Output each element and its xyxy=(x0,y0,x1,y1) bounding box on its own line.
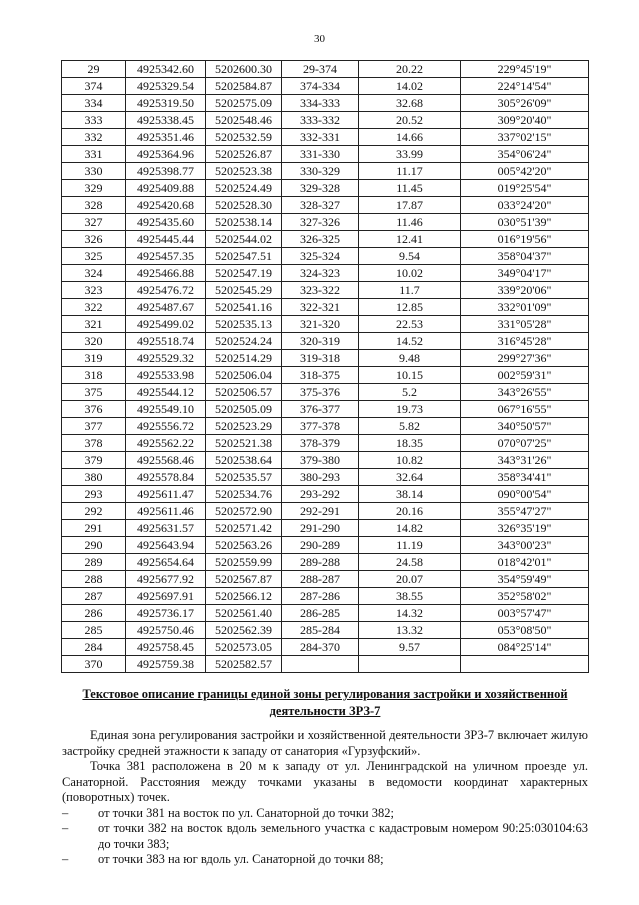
cell-segment: 293-292 xyxy=(282,486,359,503)
cell-y-coordinate: 5202547.51 xyxy=(206,248,282,265)
cell-distance: 11.46 xyxy=(359,214,461,231)
cell-distance: 24.58 xyxy=(359,554,461,571)
cell-segment: 318-375 xyxy=(282,367,359,384)
cell-x-coordinate: 4925338.45 xyxy=(126,112,206,129)
cell-y-coordinate: 5202528.30 xyxy=(206,197,282,214)
cell-x-coordinate: 4925445.44 xyxy=(126,231,206,248)
table-row xyxy=(62,350,589,367)
cell-distance xyxy=(359,656,461,673)
table-row xyxy=(62,282,589,299)
cell-bearing: 352°58'02" xyxy=(461,588,589,605)
cell-distance: 14.52 xyxy=(359,333,461,350)
cell-distance: 13.32 xyxy=(359,622,461,639)
cell-segment: 322-321 xyxy=(282,299,359,316)
cell-x-coordinate: 4925420.68 xyxy=(126,197,206,214)
cell-point-number: 375 xyxy=(62,384,126,401)
cell-distance: 5.2 xyxy=(359,384,461,401)
cell-x-coordinate: 4925578.84 xyxy=(126,469,206,486)
cell-x-coordinate: 4925533.98 xyxy=(126,367,206,384)
cell-x-coordinate: 4925750.46 xyxy=(126,622,206,639)
cell-point-number: 330 xyxy=(62,163,126,180)
table-row xyxy=(62,520,589,537)
cell-segment: 379-380 xyxy=(282,452,359,469)
cell-bearing: 343°00'23" xyxy=(461,537,589,554)
table-row xyxy=(62,384,589,401)
cell-bearing: 331°05'28" xyxy=(461,316,589,333)
table-row xyxy=(62,503,589,520)
cell-segment: 375-376 xyxy=(282,384,359,401)
cell-point-number: 374 xyxy=(62,78,126,95)
cell-point-number: 287 xyxy=(62,588,126,605)
table-row xyxy=(62,605,589,622)
table-row xyxy=(62,248,589,265)
cell-distance: 17.87 xyxy=(359,197,461,214)
cell-x-coordinate: 4925409.88 xyxy=(126,180,206,197)
cell-segment: 29-374 xyxy=(282,61,359,78)
cell-y-coordinate: 5202538.64 xyxy=(206,452,282,469)
cell-distance: 18.35 xyxy=(359,435,461,452)
cell-distance: 9.54 xyxy=(359,248,461,265)
list-item-text: от точки 382 на восток вдоль земельного участка с кадастровым номером 90:25:030104:63 до точки 383; xyxy=(98,821,588,851)
table-row xyxy=(62,299,589,316)
list-item-text: от точки 381 на восток по ул. Санаторной до точки 382; xyxy=(98,805,394,820)
cell-y-coordinate: 5202562.39 xyxy=(206,622,282,639)
cell-y-coordinate: 5202544.02 xyxy=(206,231,282,248)
cell-x-coordinate: 4925329.54 xyxy=(126,78,206,95)
cell-bearing: 326°35'19" xyxy=(461,520,589,537)
cell-point-number: 377 xyxy=(62,418,126,435)
cell-point-number: 329 xyxy=(62,180,126,197)
table-row xyxy=(62,231,589,248)
cell-x-coordinate: 4925529.32 xyxy=(126,350,206,367)
cell-bearing: 090°00'54" xyxy=(461,486,589,503)
cell-bearing: 019°25'54" xyxy=(461,180,589,197)
list-item-text: от точки 383 на юг вдоль ул. Санаторной до точки 88; xyxy=(98,852,384,866)
table-row xyxy=(62,214,589,231)
cell-y-coordinate: 5202573.05 xyxy=(206,639,282,656)
location-paragraph: Точка 381 расположена в 20 м к западу от ул. Ленинградской на уличном проезде ул. Санаторной. Расстояния между точками указаны в ведомости координат характерных (поворотных) точек. xyxy=(62,759,588,804)
cell-distance: 19.73 xyxy=(359,401,461,418)
cell-segment: 290-289 xyxy=(282,537,359,554)
cell-x-coordinate: 4925736.17 xyxy=(126,605,206,622)
table-row xyxy=(62,486,589,503)
cell-segment: 330-329 xyxy=(282,163,359,180)
list-item xyxy=(62,806,588,822)
cell-point-number: 29 xyxy=(62,61,126,78)
cell-segment: 378-379 xyxy=(282,435,359,452)
cell-distance: 10.02 xyxy=(359,265,461,282)
coordinates-table xyxy=(61,60,589,673)
cell-bearing: 033°24'20" xyxy=(461,197,589,214)
cell-x-coordinate: 4925487.67 xyxy=(126,299,206,316)
cell-x-coordinate: 4925677.92 xyxy=(126,571,206,588)
cell-point-number: 288 xyxy=(62,571,126,588)
cell-segment: 324-323 xyxy=(282,265,359,282)
cell-segment: 321-320 xyxy=(282,316,359,333)
table-row xyxy=(62,571,589,588)
cell-segment: 332-331 xyxy=(282,129,359,146)
cell-distance: 11.17 xyxy=(359,163,461,180)
table-row xyxy=(62,537,589,554)
cell-distance: 10.15 xyxy=(359,367,461,384)
cell-point-number: 320 xyxy=(62,333,126,350)
table-row xyxy=(62,197,589,214)
table-row xyxy=(62,61,589,78)
cell-point-number: 378 xyxy=(62,435,126,452)
table-row xyxy=(62,588,589,605)
cell-distance: 22.53 xyxy=(359,316,461,333)
cell-x-coordinate: 4925364.96 xyxy=(126,146,206,163)
cell-bearing: 299°27'36" xyxy=(461,350,589,367)
cell-bearing: 337°02'15" xyxy=(461,129,589,146)
cell-distance: 20.52 xyxy=(359,112,461,129)
cell-bearing: 016°19'56" xyxy=(461,231,589,248)
cell-x-coordinate: 4925435.60 xyxy=(126,214,206,231)
cell-point-number: 322 xyxy=(62,299,126,316)
table-row xyxy=(62,129,589,146)
cell-bearing: 354°59'49" xyxy=(461,571,589,588)
cell-distance: 11.45 xyxy=(359,180,461,197)
cell-bearing: 084°25'14" xyxy=(461,639,589,656)
cell-distance: 38.55 xyxy=(359,588,461,605)
cell-distance: 9.57 xyxy=(359,639,461,656)
cell-distance: 33.99 xyxy=(359,146,461,163)
cell-bearing: 309°20'40" xyxy=(461,112,589,129)
table-row xyxy=(62,435,589,452)
cell-segment: 326-325 xyxy=(282,231,359,248)
cell-segment: 333-332 xyxy=(282,112,359,129)
cell-y-coordinate: 5202584.87 xyxy=(206,78,282,95)
cell-y-coordinate: 5202572.90 xyxy=(206,503,282,520)
cell-y-coordinate: 5202534.76 xyxy=(206,486,282,503)
cell-segment: 292-291 xyxy=(282,503,359,520)
cell-distance: 14.32 xyxy=(359,605,461,622)
cell-bearing: 229°45'19" xyxy=(461,61,589,78)
intro-paragraph: Единая зона регулирования застройки и хозяйственной деятельности ЗРЗ-7 включает жилую застройку средней этажности к западу от санатория «Гурзуфский». xyxy=(62,728,588,758)
table-row xyxy=(62,554,589,571)
cell-bearing: 340°50'57" xyxy=(461,418,589,435)
cell-bearing: 349°04'17" xyxy=(461,265,589,282)
cell-segment: 327-326 xyxy=(282,214,359,231)
cell-x-coordinate: 4925568.46 xyxy=(126,452,206,469)
table-row xyxy=(62,469,589,486)
cell-point-number: 331 xyxy=(62,146,126,163)
table-row xyxy=(62,622,589,639)
table-row xyxy=(62,367,589,384)
cell-segment: 285-284 xyxy=(282,622,359,639)
cell-distance: 10.82 xyxy=(359,452,461,469)
cell-x-coordinate: 4925544.12 xyxy=(126,384,206,401)
table-row xyxy=(62,656,589,673)
table-row xyxy=(62,333,589,350)
cell-bearing: 002°59'31" xyxy=(461,367,589,384)
cell-distance: 14.02 xyxy=(359,78,461,95)
cell-bearing: 343°26'55" xyxy=(461,384,589,401)
cell-x-coordinate: 4925562.22 xyxy=(126,435,206,452)
cell-point-number: 289 xyxy=(62,554,126,571)
list-item xyxy=(62,852,588,868)
cell-point-number: 292 xyxy=(62,503,126,520)
cell-bearing: 339°20'06" xyxy=(461,282,589,299)
cell-point-number: 324 xyxy=(62,265,126,282)
cell-point-number: 321 xyxy=(62,316,126,333)
cell-x-coordinate: 4925654.64 xyxy=(126,554,206,571)
list-dash: – xyxy=(62,852,69,866)
cell-segment: 328-327 xyxy=(282,197,359,214)
cell-segment: 288-287 xyxy=(282,571,359,588)
cell-y-coordinate: 5202505.09 xyxy=(206,401,282,418)
cell-point-number: 370 xyxy=(62,656,126,673)
table-row xyxy=(62,180,589,197)
cell-point-number: 285 xyxy=(62,622,126,639)
coordinates-table-body xyxy=(62,61,589,673)
cell-bearing: 355°47'27" xyxy=(461,503,589,520)
table-row xyxy=(62,639,589,656)
cell-distance: 20.16 xyxy=(359,503,461,520)
table-row xyxy=(62,401,589,418)
cell-x-coordinate: 4925466.88 xyxy=(126,265,206,282)
cell-y-coordinate: 5202547.19 xyxy=(206,265,282,282)
cell-segment: 376-377 xyxy=(282,401,359,418)
cell-distance: 32.68 xyxy=(359,95,461,112)
cell-distance: 32.64 xyxy=(359,469,461,486)
cell-bearing: 358°34'41" xyxy=(461,469,589,486)
cell-y-coordinate: 5202561.40 xyxy=(206,605,282,622)
cell-distance: 9.48 xyxy=(359,350,461,367)
cell-y-coordinate: 5202575.09 xyxy=(206,95,282,112)
cell-x-coordinate: 4925611.46 xyxy=(126,503,206,520)
cell-y-coordinate: 5202538.14 xyxy=(206,214,282,231)
cell-distance: 11.7 xyxy=(359,282,461,299)
cell-y-coordinate: 5202535.57 xyxy=(206,469,282,486)
cell-y-coordinate: 5202545.29 xyxy=(206,282,282,299)
cell-bearing: 053°08'50" xyxy=(461,622,589,639)
cell-segment: 320-319 xyxy=(282,333,359,350)
cell-x-coordinate: 4925631.57 xyxy=(126,520,206,537)
cell-segment: 289-288 xyxy=(282,554,359,571)
cell-distance: 38.14 xyxy=(359,486,461,503)
cell-segment: 284-370 xyxy=(282,639,359,656)
cell-y-coordinate: 5202548.46 xyxy=(206,112,282,129)
cell-segment: 291-290 xyxy=(282,520,359,537)
cell-segment: 380-293 xyxy=(282,469,359,486)
cell-segment: 319-318 xyxy=(282,350,359,367)
cell-segment: 286-285 xyxy=(282,605,359,622)
cell-y-coordinate: 5202506.04 xyxy=(206,367,282,384)
cell-point-number: 332 xyxy=(62,129,126,146)
cell-point-number: 286 xyxy=(62,605,126,622)
cell-x-coordinate: 4925549.10 xyxy=(126,401,206,418)
cell-segment xyxy=(282,656,359,673)
list-item xyxy=(62,821,588,852)
cell-point-number: 333 xyxy=(62,112,126,129)
cell-x-coordinate: 4925759.38 xyxy=(126,656,206,673)
cell-point-number: 319 xyxy=(62,350,126,367)
cell-segment: 325-324 xyxy=(282,248,359,265)
cell-y-coordinate: 5202524.24 xyxy=(206,333,282,350)
table-row xyxy=(62,265,589,282)
cell-y-coordinate: 5202506.57 xyxy=(206,384,282,401)
cell-segment: 331-330 xyxy=(282,146,359,163)
cell-y-coordinate: 5202532.59 xyxy=(206,129,282,146)
section-body xyxy=(62,728,588,868)
page-number: 30 xyxy=(314,33,325,45)
cell-x-coordinate: 4925457.35 xyxy=(126,248,206,265)
cell-segment: 374-334 xyxy=(282,78,359,95)
list-dash: – xyxy=(62,805,69,820)
cell-distance: 12.85 xyxy=(359,299,461,316)
cell-bearing: 067°16'55" xyxy=(461,401,589,418)
cell-bearing: 070°07'25" xyxy=(461,435,589,452)
cell-y-coordinate: 5202524.49 xyxy=(206,180,282,197)
cell-bearing: 224°14'54" xyxy=(461,78,589,95)
cell-point-number: 318 xyxy=(62,367,126,384)
cell-x-coordinate: 4925758.45 xyxy=(126,639,206,656)
list-dash: – xyxy=(62,821,69,835)
cell-point-number: 284 xyxy=(62,639,126,656)
cell-segment: 334-333 xyxy=(282,95,359,112)
cell-y-coordinate: 5202567.87 xyxy=(206,571,282,588)
cell-bearing: 003°57'47" xyxy=(461,605,589,622)
table-row xyxy=(62,163,589,180)
cell-point-number: 325 xyxy=(62,248,126,265)
cell-distance: 14.82 xyxy=(359,520,461,537)
cell-distance: 5.82 xyxy=(359,418,461,435)
cell-x-coordinate: 4925398.77 xyxy=(126,163,206,180)
cell-point-number: 380 xyxy=(62,469,126,486)
cell-bearing: 316°45'28" xyxy=(461,333,589,350)
table-row xyxy=(62,95,589,112)
section-heading: Текстовое описание границы единой зоны регулирования застройки и хозяйственной деятельности ЗРЗ-7 xyxy=(82,687,568,718)
cell-y-coordinate: 5202514.29 xyxy=(206,350,282,367)
table-row xyxy=(62,146,589,163)
boundary-steps-list xyxy=(62,806,588,868)
cell-bearing: 030°51'39" xyxy=(461,214,589,231)
cell-y-coordinate: 5202600.30 xyxy=(206,61,282,78)
cell-distance: 20.07 xyxy=(359,571,461,588)
cell-y-coordinate: 5202535.13 xyxy=(206,316,282,333)
cell-y-coordinate: 5202523.29 xyxy=(206,418,282,435)
cell-y-coordinate: 5202521.38 xyxy=(206,435,282,452)
cell-y-coordinate: 5202541.16 xyxy=(206,299,282,316)
cell-y-coordinate: 5202523.38 xyxy=(206,163,282,180)
cell-x-coordinate: 4925697.91 xyxy=(126,588,206,605)
cell-point-number: 334 xyxy=(62,95,126,112)
cell-distance: 20.22 xyxy=(359,61,461,78)
cell-distance: 11.19 xyxy=(359,537,461,554)
cell-bearing: 343°31'26" xyxy=(461,452,589,469)
cell-y-coordinate: 5202571.42 xyxy=(206,520,282,537)
cell-point-number: 326 xyxy=(62,231,126,248)
table-row xyxy=(62,418,589,435)
cell-point-number: 328 xyxy=(62,197,126,214)
cell-y-coordinate: 5202566.12 xyxy=(206,588,282,605)
cell-point-number: 376 xyxy=(62,401,126,418)
cell-bearing: 332°01'09" xyxy=(461,299,589,316)
cell-point-number: 290 xyxy=(62,537,126,554)
cell-x-coordinate: 4925342.60 xyxy=(126,61,206,78)
table-row xyxy=(62,316,589,333)
cell-y-coordinate: 5202559.99 xyxy=(206,554,282,571)
cell-x-coordinate: 4925518.74 xyxy=(126,333,206,350)
cell-point-number: 291 xyxy=(62,520,126,537)
cell-point-number: 323 xyxy=(62,282,126,299)
cell-segment: 323-322 xyxy=(282,282,359,299)
cell-x-coordinate: 4925319.50 xyxy=(126,95,206,112)
cell-bearing: 018°42'01" xyxy=(461,554,589,571)
cell-x-coordinate: 4925556.72 xyxy=(126,418,206,435)
table-row xyxy=(62,452,589,469)
cell-x-coordinate: 4925476.72 xyxy=(126,282,206,299)
cell-bearing: 005°42'20" xyxy=(461,163,589,180)
cell-point-number: 293 xyxy=(62,486,126,503)
table-row xyxy=(62,112,589,129)
cell-x-coordinate: 4925611.47 xyxy=(126,486,206,503)
cell-segment: 287-286 xyxy=(282,588,359,605)
table-row xyxy=(62,78,589,95)
cell-y-coordinate: 5202582.57 xyxy=(206,656,282,673)
cell-bearing xyxy=(461,656,589,673)
cell-x-coordinate: 4925351.46 xyxy=(126,129,206,146)
cell-distance: 14.66 xyxy=(359,129,461,146)
cell-bearing: 354°06'24" xyxy=(461,146,589,163)
cell-segment: 377-378 xyxy=(282,418,359,435)
cell-bearing: 358°04'37" xyxy=(461,248,589,265)
cell-y-coordinate: 5202526.87 xyxy=(206,146,282,163)
cell-bearing: 305°26'09" xyxy=(461,95,589,112)
cell-point-number: 327 xyxy=(62,214,126,231)
cell-distance: 12.41 xyxy=(359,231,461,248)
cell-y-coordinate: 5202563.26 xyxy=(206,537,282,554)
cell-segment: 329-328 xyxy=(282,180,359,197)
cell-point-number: 379 xyxy=(62,452,126,469)
cell-x-coordinate: 4925499.02 xyxy=(126,316,206,333)
cell-x-coordinate: 4925643.94 xyxy=(126,537,206,554)
